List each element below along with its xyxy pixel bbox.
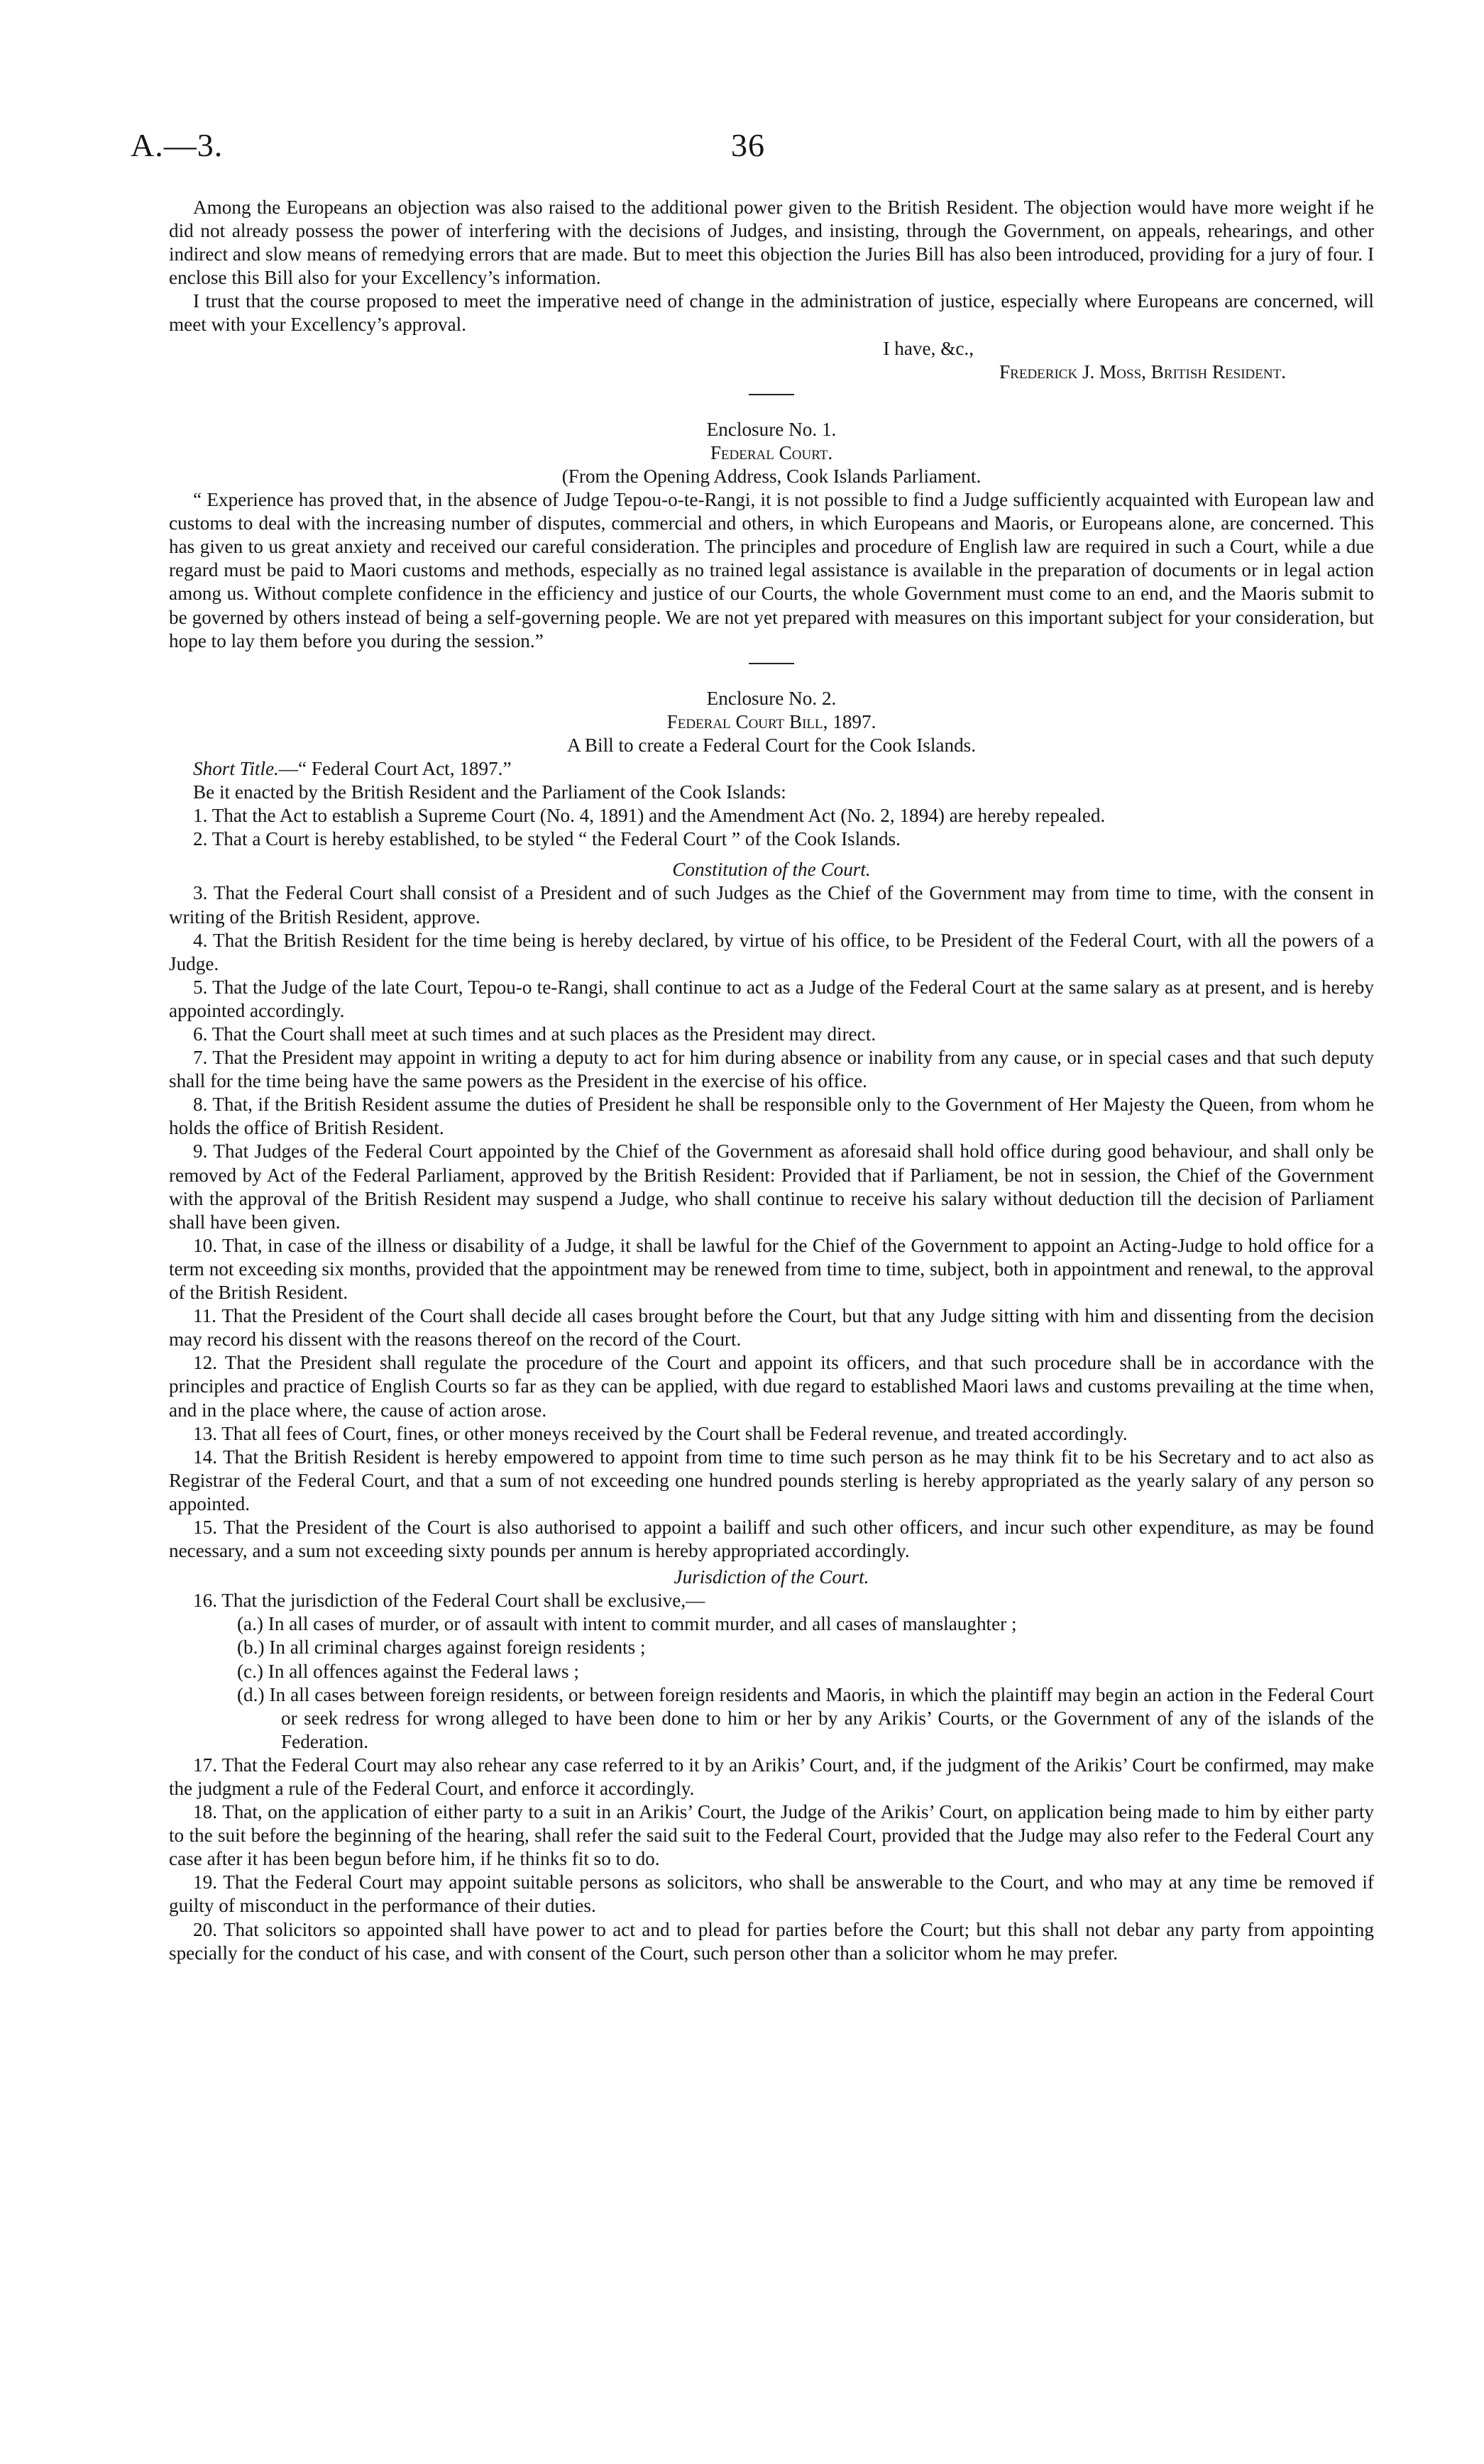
intro-paragraph-1: Among the Europeans an objection was also raised to the additional power given to the British Resident. The objection would have more weight if he did not already possess the power of interfering with the decisions of Judges, and insisting, through the Government, on appeals, rehearings, and other indirect and slow means of remedying errors that are made. But to meet this objection the Juries Bill has also been introduced, providing for a jury of four. I enclose this Bill also for your Excellency’s information.	[169, 197, 1374, 289]
clause: 17. That the Federal Court may also rehear any case referred to it by an Arikis’ Court, and, if the judgment of the Arikis’ Court be confirmed, may make the judgment a rule of the Federal Court, and enforce it accordingly.	[169, 1754, 1374, 1799]
heading-jurisdiction: Jurisdiction of the Court.	[674, 1566, 869, 1588]
clause: 14. That the British Resident is hereby empowered to appoint from time to time such person as he may think fit to be his Secretary and to act also as Registrar of the Federal Court, and that a sum of not exceeding one hundred pounds sterling is hereby appropriated as the yearly salary of any person so appointed.	[169, 1446, 1374, 1514]
clause: 18. That, on the application of either party to a suit in an Arikis’ Court, the Judge of the Arikis’ Court, on application being made to him by either party to the suit before the beginning of the hearing, shall refer the said suit to the Federal Court, provided that the Judge may also refer to the Federal Court any case after it has been begun before him, if he thinks fit so to do.	[169, 1801, 1374, 1870]
short-title	[169, 757, 1374, 781]
section-divider	[749, 663, 794, 664]
clause: 4. That the British Resident for the time being is hereby declared, by virtue of his office, to be President of the Federal Court, with all the powers of a Judge.	[169, 929, 1374, 974]
short-title-text: —“ Federal Court Act, 1897.”	[278, 757, 512, 779]
heading-constitution: Constitution of the Court.	[672, 859, 871, 881]
document-reference: A.—3.	[131, 127, 224, 163]
enclosure-1-source: (From the Opening Address, Cook Islands Parliament.	[561, 465, 982, 487]
signature-line: Frederick J. Moss, British Resident.	[999, 361, 1286, 383]
clause: 8. That, if the British Resident assume the duties of President he shall be responsible only to the Government of Her Majesty the Queen, from whom he holds the office of British Resident.	[169, 1094, 1374, 1139]
clause: 2. That a Court is hereby established, to be styled “ the Federal Court ” of the Cook Islands.	[193, 828, 901, 850]
bill-title: A Bill to create a Federal Court for the Cook Islands.	[566, 734, 977, 756]
clause: 9. That Judges of the Federal Court appointed by the Chief of the Government as aforesaid shall hold office during good behaviour, and shall only be removed by Act of the Federal Parliament, approved by the British Resident: Provided that if Parliament, be not in session, the Chief of the Government with the approval of the British Resident may suspend a Judge, who shall continue to receive his salary without deduction till the decision of Parliament shall have been given.	[169, 1140, 1374, 1233]
clause: 16. That the jurisdiction of the Federal Court shall be exclusive,—	[193, 1590, 705, 1612]
clause: 12. That the President shall regulate the procedure of the Court and appoint its officers, and that such procedure shall be in accordance with the principles and practice of English Courts so far as they can be applied, with due regard to established Maori laws and customs prevailing at the time when, and in the place where, the cause of action arose.	[169, 1352, 1374, 1421]
page-number: 36	[731, 127, 765, 163]
enclosure-1-text: “ Experience has proved that, in the absence of Judge Tepou-o-te-Rangi, it is not possible to find a Judge sufficiently acquainted with European law and customs to deal with the increasing number of disputes, commercial and others, in which Europeans and Maoris, or Europeans alone, are concerned. This has given to us great anxiety and received our careful consideration. The principles and procedure of English law are required in such a Court, while a due regard must be paid to Maori customs and methods, especially as no trained legal assistance is available in the preparation of documents or in legal action among us. Without complete confidence in the efficiency and justice of our Courts, the whole Government must come to an end, and the Maoris submit to be governed by others instead of being a self-governing people. We are not yet prepared with measures on this important subject for your consideration, but hope to lay them before you during the session.”	[169, 489, 1374, 651]
subclause: (a.) In all cases of murder, or of assault with intent to commit murder, and all cases of manslaughter ;	[237, 1613, 1017, 1635]
clause: 19. That the Federal Court may appoint suitable persons as solicitors, who shall be answerable to the Court, and who may at any time be removed if guilty of misconduct in the performance of their duties.	[169, 1871, 1374, 1917]
short-title-label: Short Title.	[193, 757, 279, 779]
intro-paragraph-2: I trust that the course proposed to meet the imperative need of change in the administration of justice, especially where Europeans are concerned, will meet with your Excellency’s approval.	[169, 290, 1374, 336]
clause: 10. That, in case of the illness or disability of a Judge, it shall be lawful for the Chief of the Government to appoint an Acting-Judge to hold office for a term not exceeding six months, provided that the appointment may be renewed from time to time, subject, both in appointment and renewal, to the approval of the British Resident.	[169, 1234, 1374, 1304]
enacting-clause: Be it enacted by the British Resident and the Parliament of the Cook Islands:	[193, 781, 786, 803]
document-body	[169, 196, 1374, 1965]
section-divider	[749, 394, 794, 395]
enclosure-1-subtitle: Federal Court.	[710, 441, 833, 463]
clause: 20. That solicitors so appointed shall have power to act and to plead for parties before the Court; but this shall not debar any party from appointing specially for the conduct of his case, and with consent of the Court, such person other than a solicitor whom he may prefer.	[169, 1918, 1374, 1964]
enclosure-1-title: Enclosure No. 1.	[706, 418, 837, 440]
clause: 15. That the President of the Court is also authorised to appoint a bailiff and such other officers, and incur such other expenditure, as may be found necessary, and a sum not exceeding sixty pounds per annum is hereby appropriated accordingly.	[169, 1516, 1374, 1562]
clause: 13. That all fees of Court, fines, or other moneys received by the Court shall be Federal revenue, and treated accordingly.	[193, 1422, 1128, 1444]
clause: 3. That the Federal Court shall consist of a President and of such Judges as the Chief of the Government may from time to time, with the consent in writing of the British Resident, approve.	[169, 882, 1374, 928]
closing-line: I have, &c.,	[883, 337, 974, 359]
subclause: (b.) In all criminal charges against foreign residents ;	[237, 1637, 646, 1659]
clause: 7. That the President may appoint in writing a deputy to act for him during absence or inability from any cause, or in special cases and that such deputy shall for the time being have the same powers as the President in the exercise of his office.	[169, 1047, 1374, 1092]
clause: 1. That the Act to establish a Supreme Court (No. 4, 1891) and the Amendment Act (No. 2, 1894) are hereby repealed.	[193, 805, 1106, 827]
clause: 11. That the President of the Court shall decide all cases brought before the Court, but that any Judge sitting with him and dissenting from the decision may record his dissent with the reasons thereof on the record of the Court.	[169, 1305, 1374, 1351]
subclause: (c.) In all offences against the Federal laws ;	[237, 1660, 579, 1682]
clause: 5. That the Judge of the late Court, Tepou-o te-Rangi, shall continue to act as a Judge of the Federal Court at the same salary as at present, and is hereby appointed accordingly.	[169, 976, 1374, 1021]
subclause: (d.) In all cases between foreign residents, or between foreign residents and Maoris, in which the plaintiff may begin an action in the Federal Court or seek redress for wrong alleged to have been done to him or her by any Arikis’ Courts, or the Government of any of the islands of the Federation.	[237, 1683, 1374, 1752]
enclosure-2-title: Enclosure No. 2.	[706, 687, 837, 709]
clause: 6. That the Court shall meet at such times and at such places as the President may direct.	[193, 1023, 876, 1045]
enclosure-2-subtitle: Federal Court Bill, 1897.	[666, 710, 876, 732]
